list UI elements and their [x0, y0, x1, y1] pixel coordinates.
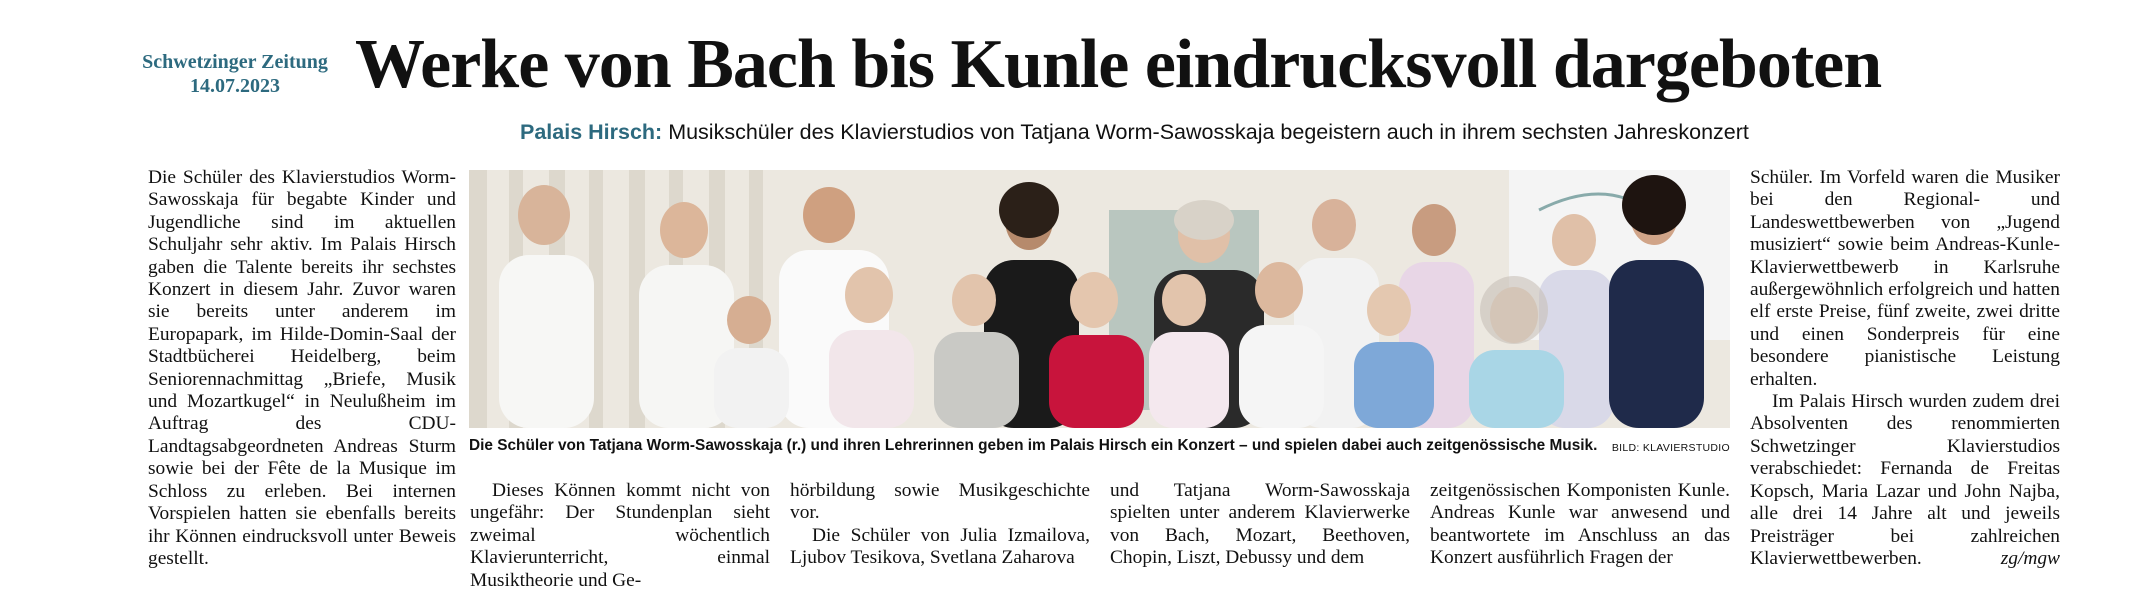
newspaper-name: Schwetzinger Zeitung: [142, 51, 328, 73]
photo-caption: [469, 436, 1730, 456]
paragraph: Dieses Können kommt nicht von ungefähr: Der Stundenplan sieht zweimal wöchentlich Klavierunterricht, einmal Musiktheorie und Ge-: [470, 480, 770, 591]
subhead-kicker: Palais Hirsch:: [520, 120, 663, 144]
paragraph: Die Schüler von Julia Izmailova, Ljubov Tesikova, Svetlana Zaharova: [790, 524, 1090, 569]
article-column-left: [148, 167, 456, 570]
publication-date: 14.07.2023: [190, 75, 280, 97]
author-signature: zg/mgw: [2000, 547, 2060, 569]
article-photo: [469, 170, 1730, 428]
subhead-text: Musikschüler des Klavierstudios von Tatjana Worm-Sawosskaja begeistern auch in ihrem sechsten Jahreskonzert: [662, 120, 1749, 144]
article-column-bottom-2: [790, 480, 1090, 570]
article-column-bottom-3: [1110, 480, 1410, 570]
article-headline: Werke von Bach bis Kunle eindrucksvoll dargeboten: [355, 26, 1882, 103]
paragraph: hörbildung sowie Musikgeschichte vor.: [790, 480, 1090, 524]
paragraph-with-signature: [1750, 391, 2060, 570]
paragraph: Die Schüler des Klavierstudios Worm-Sawosskaja für begabte Kinder und Jugendliche sind im aktuellen Schuljahr sehr aktiv. Im Palais Hirsch gaben die Talente bereits ihr sechstes Konzert in diesem Jahr. Zuvor waren sie bereits unter anderem im Europapark, im Hilde-Domin-Saal der Stadtbücherei Heidelberg, beim Seniorennachmittag „Briefe, Musik und Mozartkugel“ in Neulußheim im Auftrag des CDU-Landtagsabgeordneten Andreas Sturm sowie bei der Fête de la Musique im Schloss zu erleben. Bei internen Vorspielen hatten sie ebenfalls bereits ihr Können eindrucksvoll unter Beweis gestellt.: [148, 167, 456, 569]
article-column-right: [1750, 167, 2060, 570]
article-column-bottom-1: [470, 480, 770, 592]
group-photo-illustration: [469, 170, 1730, 428]
article-column-bottom-4: [1430, 480, 1730, 570]
newspaper-source: [125, 50, 345, 98]
caption-text: Die Schüler von Tatjana Worm-Sawosskaja (r.) und ihren Lehrerinnen geben im Palais Hirsch ein Konzert – und spielen dabei auch zeitgenössische Musik.: [469, 437, 1598, 454]
paragraph: Schüler. Im Vorfeld waren die Musiker bei den Regional- und Landeswettbewerben von „Jugend musiziert“ sowie beim Andreas-Kunle-Klavierwettbewerb in Karlsruhe außergewöhnlich erfolgreich und hatten elf erste Preise, fünf zweite, zwei dritte und einen Sonderpreis für eine besondere pianistische Leistung erhalten.: [1750, 167, 2060, 390]
photo-credit: BILD: KLAVIERSTUDIO: [1611, 442, 1730, 454]
paragraph: zeitgenössischen Komponisten Kunle. Andreas Kunle war anwesend und beantwortete im Anschluss an das Konzert ausführlich Fragen der: [1430, 480, 1730, 569]
article-subhead: [520, 118, 1820, 146]
paragraph-text: Im Palais Hirsch wurden zudem drei Absolventen des renommierten Schwetzinger Klavierstudios verabschiedet: Fernanda de Freitas Kopsch, Maria Lazar und John Najba, alle drei 14 Jahre alt und jeweils Preisträger bei zahlreichen Klavierwettbewerben.: [1750, 391, 2060, 569]
paragraph: und Tatjana Worm-Sawosskaja spielten unter anderem Klavierwerke von Bach, Mozart, Beethoven, Chopin, Liszt, Debussy und dem: [1110, 480, 1410, 569]
